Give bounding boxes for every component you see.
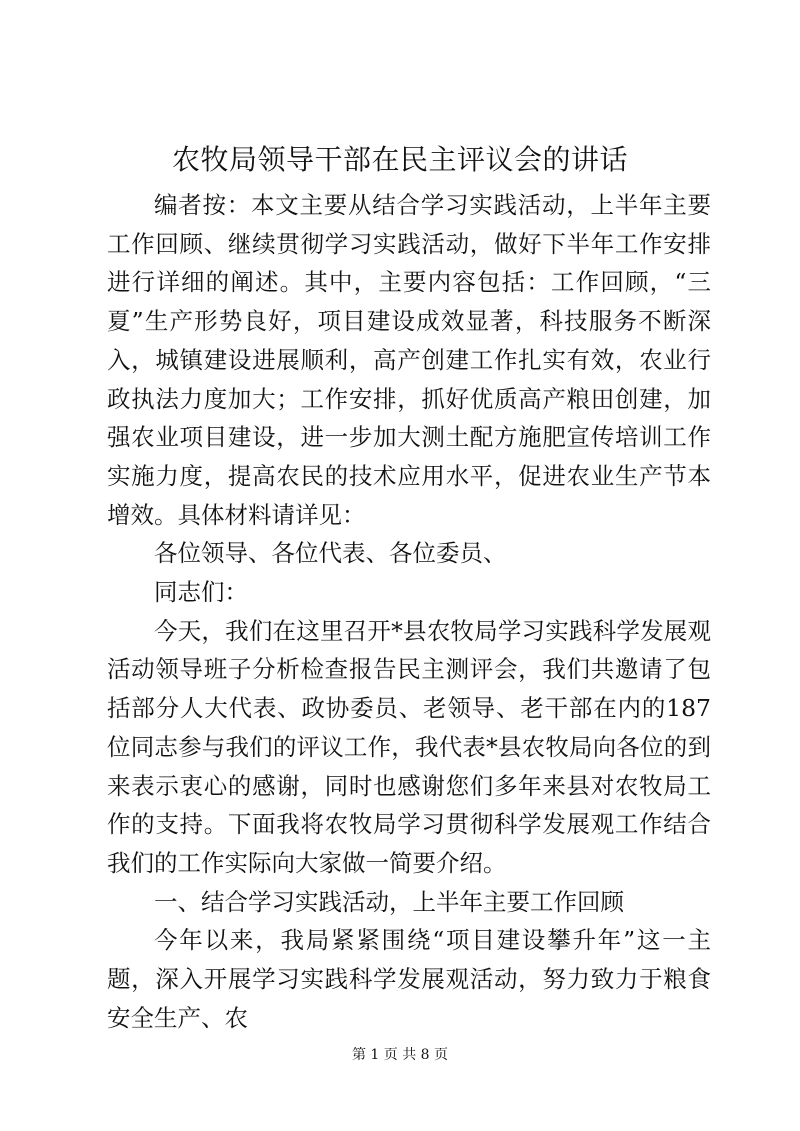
editor-note-paragraph: 编者按：本文主要从结合学习实践活动，上半年主要工作回顾、继续贯彻学习实践活动，做好下半年工作安排进行详细的阐述。其中，主要内容包括：工作回顾，“三夏”生产形势良好，项目建设成效显著，科技服务不断深入，城镇建设进展顺利，高产创建工作扎实有效，农业行政执法力度加大；工作安排，抓好优质高产粮田创建，加强农业项目建设，进一步加大测土配方施肥宣传培训工作实施力度，提高农民的技术应用水平，促进农业生产节本增效。具体材料请详见： xyxy=(107,191,711,529)
section-heading: 一、结合学习实践活动，上半年主要工作回顾 xyxy=(154,887,624,916)
body-paragraph: 今年以来，我局紧紧围绕“项目建设攀升年”这一主题，深入开展学习实践科学发展观活动，努力致力于粮食安全生产、农 xyxy=(107,926,711,1032)
document-body xyxy=(107,186,711,1037)
salutation-line: 同志们： xyxy=(154,578,248,607)
body-paragraph: 今天，我们在这里召开*县农牧局学习实践科学发展观活动领导班子分析检查报告民主测评会，我们共邀请了包括部分人大代表、政协委员、老领导、老干部在内的187位同志参与我们的评议工作，我代表*县农牧局向各位的到来表示衷心的感谢，同时也感谢您们多年来县对农牧局工作的支持。下面我将农牧局学习贯彻科学发展观工作结合我们的工作实际向大家做一简要介绍。 xyxy=(107,616,711,877)
page-footer: 第 1 页 共 8 页 xyxy=(351,1047,449,1063)
document-title: 农牧局领导干部在民主评议会的讲话 xyxy=(171,143,628,176)
salutation-line: 各位领导、各位代表、各位委员、 xyxy=(154,539,507,568)
